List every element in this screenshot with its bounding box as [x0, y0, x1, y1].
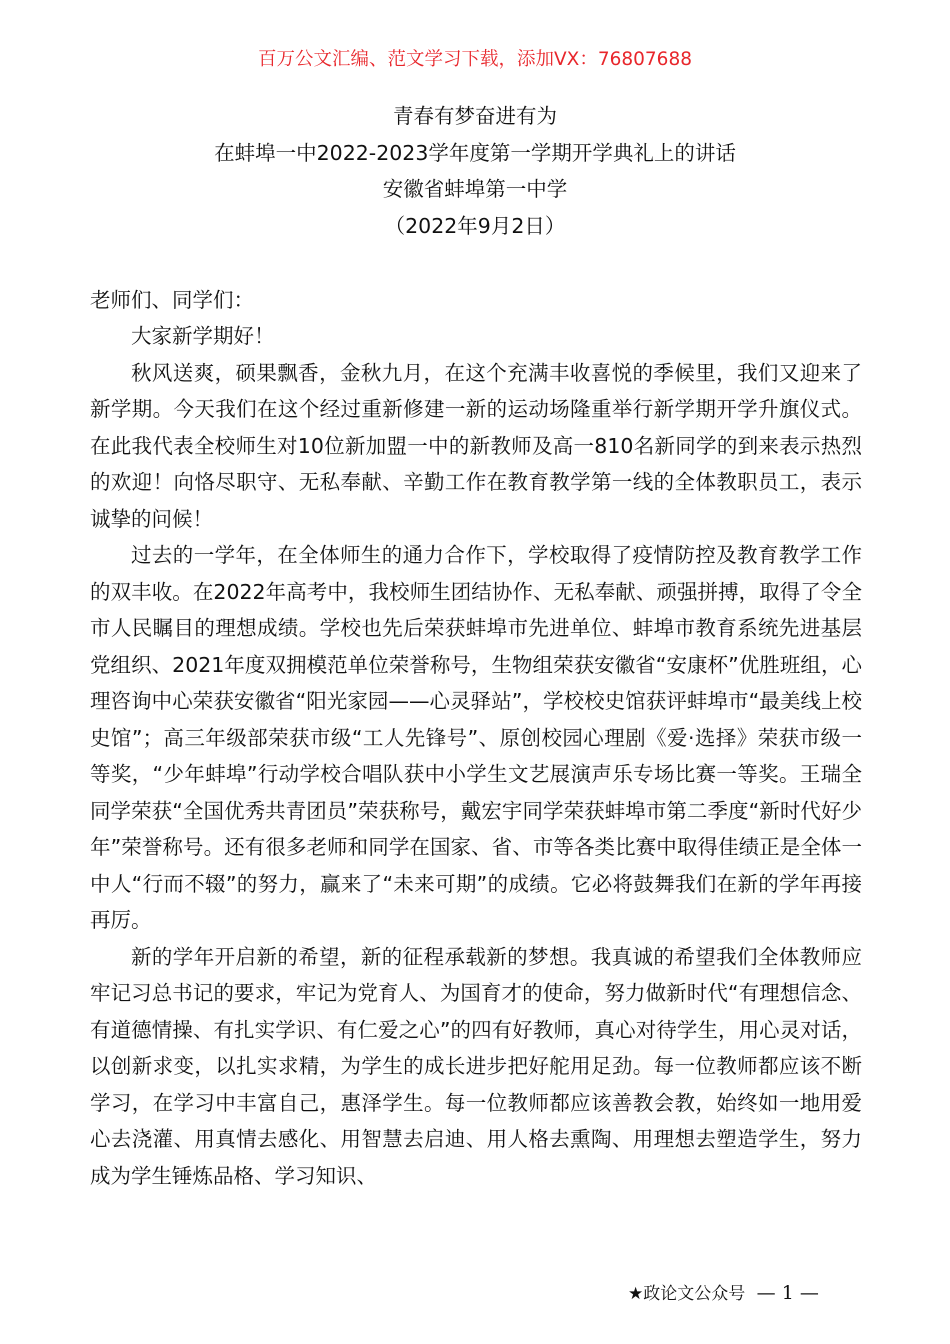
paragraph-achievements: 过去的一学年，在全体师生的通力合作下，学校取得了疫情防控及教育教学工作的双丰收。在2022年高考中，我校师生团结协作、无私奉献、顽强拼搏，取得了令全市人民瞩目的理想成绩。学校也先后荣获蚌埠市先进单位、蚌埠市教育系统先进基层党组织、2021年度双拥模范单位荣誉称号，生物组荣获安徽省“安康杯”优胜班组，心理咨询中心荣获安徽省“阳光家园——心灵驿站”，学校校史馆获评蚌埠市“最美线上校史馆”；高三年级部荣获市级“工人先锋号”、原创校园心理剧《爱·选择》荣获市级一等奖，“少年蚌埠”行动学校合唱队获中小学生文艺展演声乐专场比赛一等奖。王瑞全同学荣获“全国优秀共青团员”荣获称号，戴宏宇同学荣获蚌埠市第二季度“新时代好少年”荣誉称号。还有很多老师和同学在国家、省、市等各类比赛中取得佳绩正是全体一中人“行而不辍”的努力，赢来了“未来可期”的成绩。它必将鼓舞我们在新的学年再接再厉。	[90, 543, 862, 932]
speech-subtitle: 在蚌埠一中2022-2023学年度第一学期开学典礼上的讲话	[214, 140, 736, 165]
speech-title: 青春有梦奋进有为	[393, 104, 557, 128]
page-footer	[628, 1279, 858, 1308]
speech-body	[90, 318, 862, 1194]
paragraph-opening: 大家新学期好！	[131, 324, 275, 348]
organization-name: 安徽省蚌埠第一中学	[382, 177, 568, 201]
banner-text: 百万公文汇编、范文学习下载，添加VX：76807688	[258, 49, 692, 70]
paragraph-teacher-expectations: 新的学年开启新的希望，新的征程承载新的梦想。我真诚的希望我们全体教师应牢记习总书记的要求，牢记为党育人、为国育才的使命，努力做新时代“有理想信念、有道德情操、有扎实学识、有仁爱之心”的四有好教师，真心对待学生，用心灵对话，以创新求变，以扎实求精，为学生的成长进步把好舵用足劲。每一位教师都应该不断学习，在学习中丰富自己，惠泽学生。每一位教师都应该善教会教，始终如一地用爱心去浇灌、用真情去感化、用智慧去启迪、用人格去熏陶、用理想去塑造学生，努力成为学生锤炼品格、学习知识、	[90, 944, 862, 1188]
page-number: — 1 —	[756, 1282, 819, 1304]
footer-source: ★政论文公众号	[628, 1284, 746, 1304]
salutation: 老师们、同学们：	[90, 288, 254, 312]
download-banner	[0, 46, 950, 74]
title-block	[0, 98, 950, 244]
paragraph-welcome: 秋风送爽，硕果飘香，金秋九月，在这个充满丰收喜悦的季候里，我们又迎来了新学期。今天我们在这个经过重新修建一新的运动场隆重举行新学期开学升旗仪式。在此我代表全校师生对10位新加盟一中的新教师及高一810名新同学的到来表示热烈的欢迎！向恪尽职守、无私奉献、辛勤工作在教育教学第一线的全体教职员工，表示诚挚的问候！	[90, 360, 862, 531]
speech-date: （2022年9月2日）	[384, 213, 566, 238]
